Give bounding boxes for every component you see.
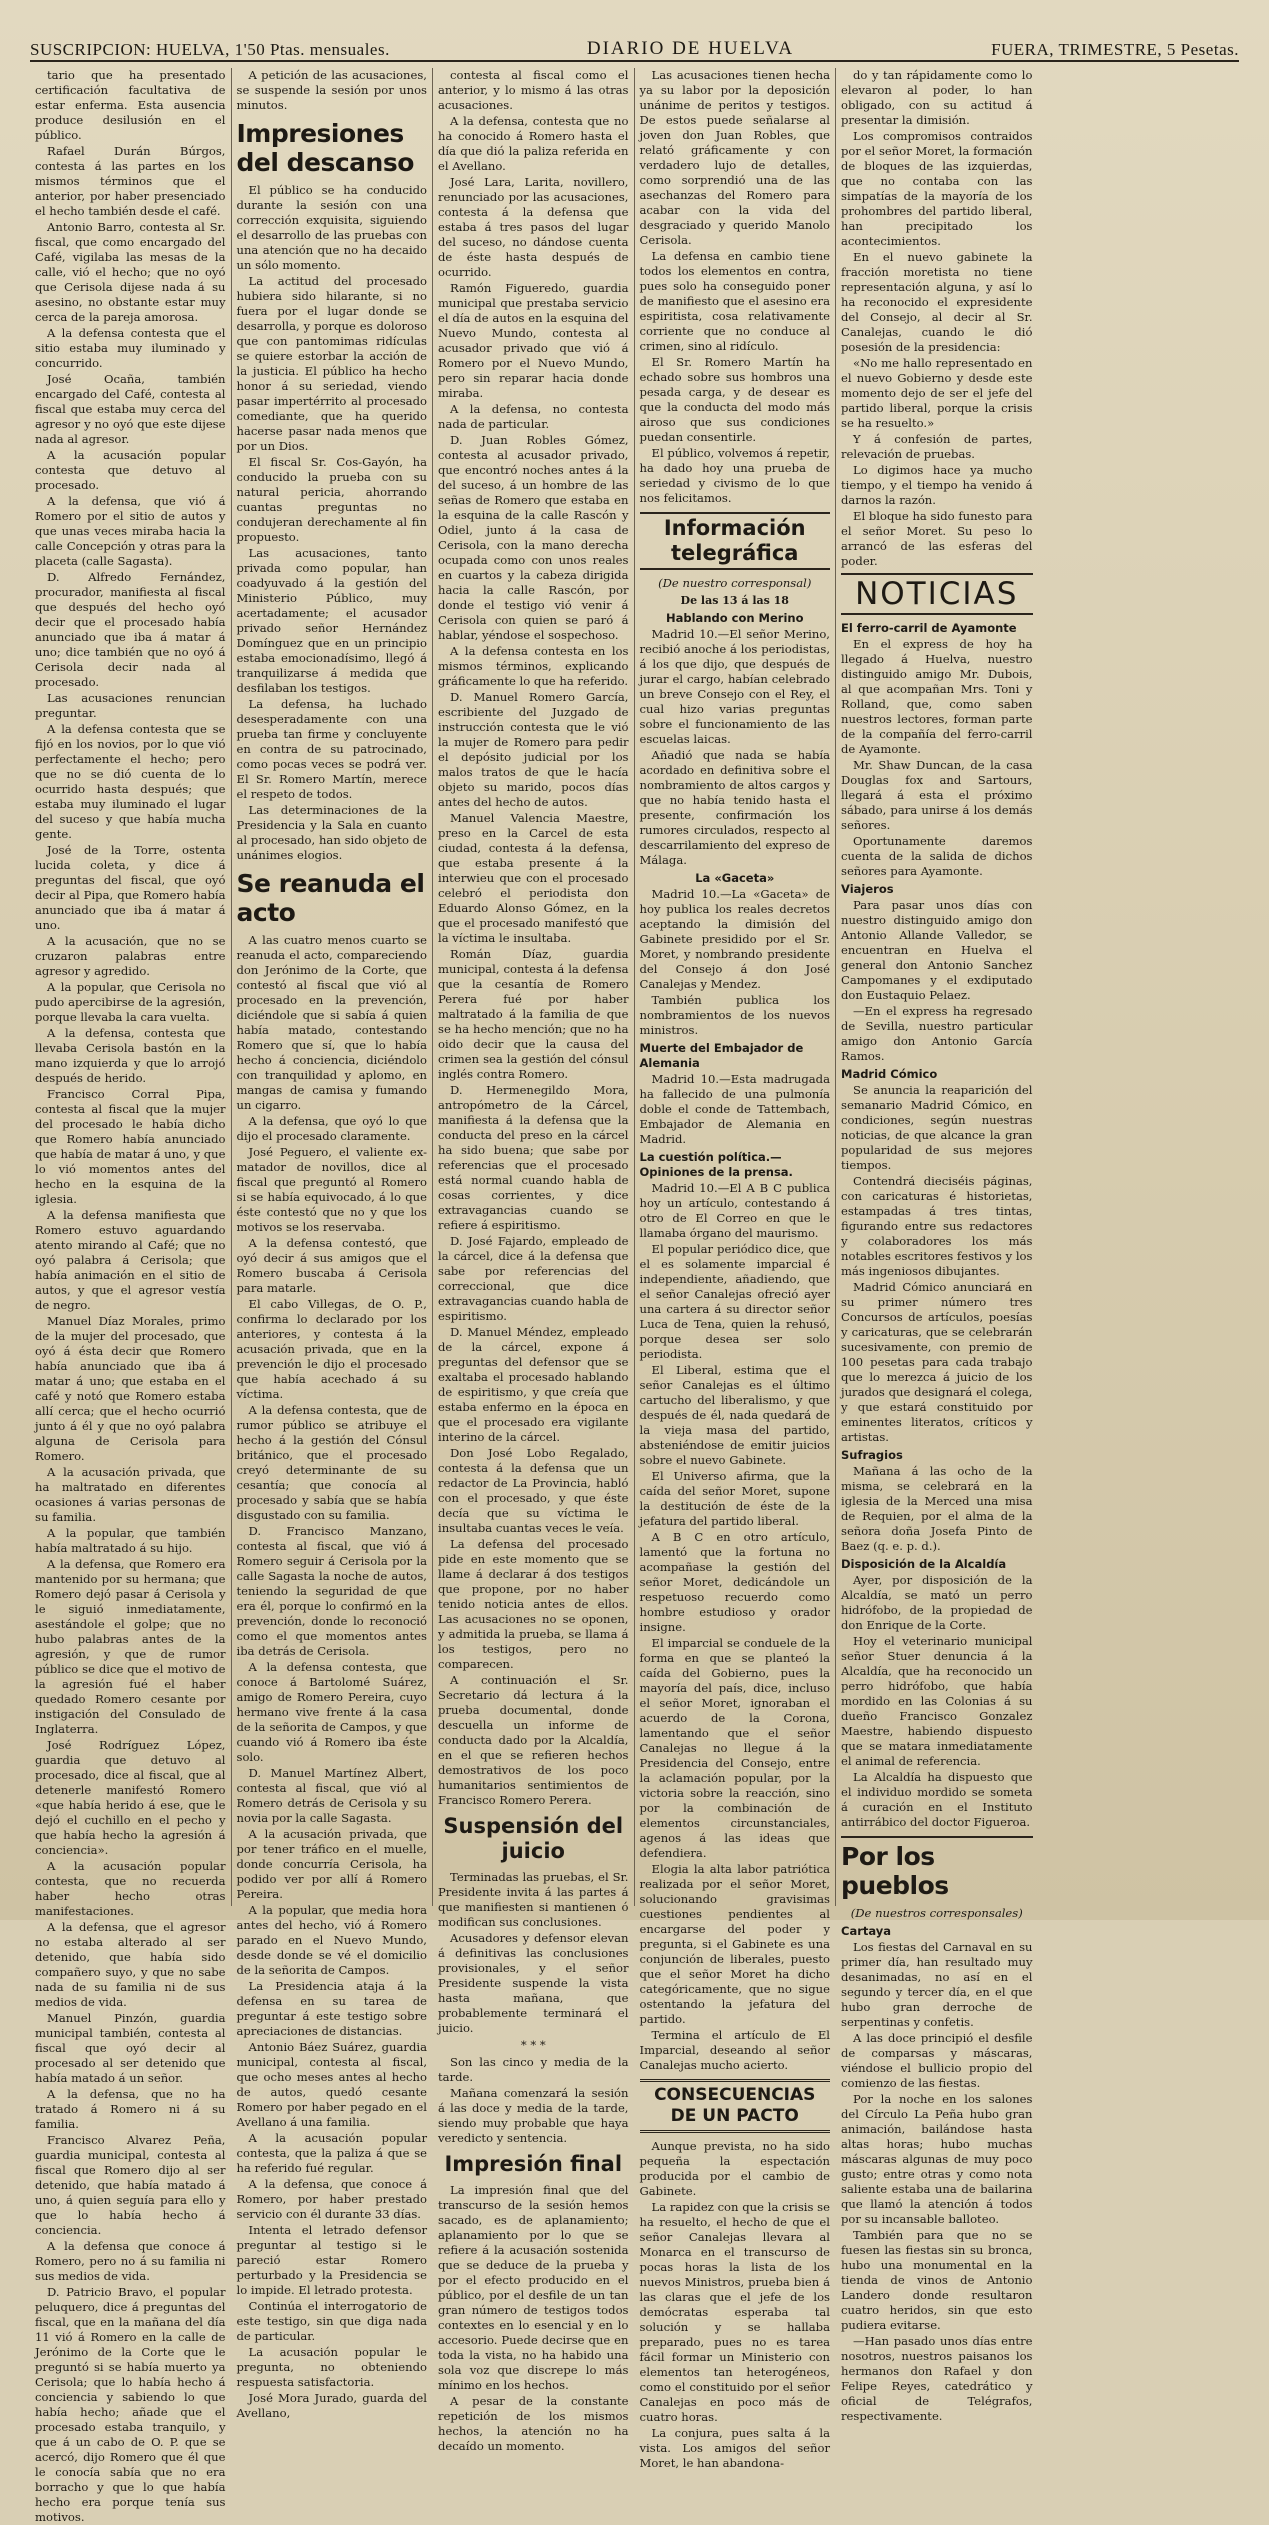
paragraph: A la defensa, que el agresor no estaba alterado al ser detenido, que había sido compañero suyo, y que no sabe nada de su familia ni de sus medios de vida. (35, 1920, 226, 2009)
paragraph: Por la noche en los salones del Círculo La Peña hubo gran animación, bailándose hasta altas horas; hubo muchas máscaras algunas de muy poco gusto; entre otras y como nota saliente estaba una de bailarina que llamó la atención á todos por su incansable balloteo. (841, 2092, 1033, 2226)
columns (30, 68, 1239, 2524)
impresion-final-body (438, 2183, 629, 2454)
paragraph: D. Manuel Romero García, escribiente del Juzgado de instrucción contesta que le vió la mujer de Romero para pedir el depósito judicial por los malos tratos de que le hacía objeto su marido, pocos días antes del hecho de autos. (438, 690, 629, 809)
paragraph: La Presidencia ataja á la defensa en su tarea de preguntar á este testigo sobre apreciaciones de distancias. (236, 1979, 427, 2038)
paragraph: Las acusaciones renuncian preguntar. (35, 691, 226, 720)
subhead-embajador: Muerte del Embajador de Alemania (639, 1041, 804, 1070)
paragraph: José de la Torre, ostenta lucida coleta, y dice á preguntas del fiscal, que oyó decir al Pipa, que Romero había anunciado que iba á matar á uno. (35, 843, 226, 932)
cartaya-body (841, 1940, 1033, 2424)
telegraph-time: De las 13 á las 18 (680, 594, 789, 607)
paragraph: tario que ha presentado certificación facultativa de estar enferma. Esta ausencia produce desilusión en el público. (35, 68, 226, 142)
sufragios-body (841, 1464, 1033, 1554)
heading-impresion-final: Impresión final (444, 2152, 623, 2176)
paragraph: A la defensa, que vió á Romero por el sitio de autos y que unas veces miraba hacia la calle Concepción y otras para la placeta (calle Sagasta). (35, 494, 226, 568)
paragraph: A la defensa, que no ha tratado á Romero ni á su familia. (35, 2087, 226, 2131)
paragraph: «No me hallo representado en el nuevo Gobierno y desde este momento dejo de ser el jefe del partido liberal, porque la crisis se ha resuelto.» (841, 356, 1033, 430)
paragraph: Lo digimos hace ya mucho tiempo, y el tiempo ha venido á darnos la razón. (841, 463, 1033, 507)
paragraph: Antonio Barro, contesta al Sr. fiscal, que como encargado del Café, vigilaba las mesas de la calle, vió el hecho; que no oyó que Cerisola dijese nada á su asesino, no obstante estar muy cerca de la pareja amorosa. (35, 220, 226, 324)
paragraph: José Rodríguez López, guardia que detuvo al procesado, dice al fiscal, que al detenerle manifestó Romero «que había herido á ese, que le dejó el cuchillo en el pecho y que había hecho la agresión á conciencia». (35, 1738, 226, 1857)
paragraph: A la defensa, contesta que no ha conocido á Romero hasta el día que dió la paliza referida en el Avellano. (438, 114, 629, 173)
paragraph: Manuel Díaz Morales, primo de la mujer del procesado, que oyó á ésta decir que Romero había anunciado que iba á matar á uno; que estaba en el café y notó que Romero estaba allí cerca; que el hecho ocurrió junto á él y que no oyó palabra alguna de Cerisola para Romero. (35, 1314, 226, 1463)
heading-impresiones: Impresiones del descanso (236, 119, 414, 177)
paragraph: A la defensa, que conoce á Romero, por haber prestado servicio con él durante 33 días. (236, 2177, 427, 2221)
paragraph: A continuación el Sr. Secretario dá lectura á la prueba documental, donde descuella un informe de conducta dado por la Alcaldía, en el que se refieren hechos demostrativos de los poco humanitarios sentimientos de Francisco Romero Perera. (438, 1673, 629, 1807)
paragraph: A la defensa, que Romero era mantenido por su hermana; que Romero dejó pasar á Cerisola y le siguió inmediatamente, asestándole el golpe; que no hubo palabras antes de la agresión, y que de rumor público se dice que el motivo de la agresión fué el haber quedado Romero cesante por instigación del Consulado de Inglaterra. (35, 1557, 226, 1736)
column-3 (433, 68, 635, 2453)
paragraph: Román Díaz, guardia municipal, contesta á la defensa que la cesantía de Romero Perera fué por haber maltratado á la familia de que se ha hecho mención; que no ha oido decir que la causa del crimen sea la gestión del cónsul inglés contra Romero. (438, 947, 629, 1081)
paragraph: Francisco Alvarez Peña, guardia municipal, contesta al fiscal que Romero dijo al ser detenido, que había matado á uno, á quien seguía para ello y que lo había hecho á conciencia. (35, 2133, 226, 2237)
paragraph: Madrid 10.—Esta madrugada ha fallecido de una pulmonía doble el conde de Tattembach, Embajador de Alemania en Madrid. (639, 1072, 830, 1146)
paragraph: La conjura, pues salta á la vista. Los amigos del señor Moret, le han abandona- (639, 2426, 830, 2470)
heading-telegrafica: Información telegráfica (640, 512, 831, 570)
paragraph: El bloque ha sido funesto para el señor Moret. Su peso lo arrancó de las esferas del poder. (841, 509, 1033, 568)
accusations-body (640, 68, 831, 506)
embajador-body (640, 1072, 831, 1147)
paragraph: D. José Fajardo, empleado de la cárcel, dice á la defensa que sabe por referencias del correccional, que dice extravagancias cuando habla de espiritismo. (438, 1234, 629, 1323)
subhead-cartaya: Cartaya (841, 1924, 892, 1938)
paragraph: José Lara, Larita, novillero, renunciado por las acusaciones, contesta á la defensa que estaba á tres pasos del lugar del suceso, no dándose cuenta de éste hasta después de ocurrido. (438, 175, 629, 279)
alcaldia-body (841, 1573, 1033, 1830)
paragraph: Los compromisos contraidos por el señor Moret, la formación de bloques de las izquierdas, que no contaba con las simpatías de la mayoría de los prohombres del partido liberal, han precipitado los acontecimientos. (841, 129, 1033, 248)
paragraph: El público se ha conducido durante la sesión con una corrección exquisita, siguiendo el desarrollo de las pruebas con una atención que no ha decaido un sólo momento. (236, 183, 427, 272)
paragraph: A la acusación popular contesta que detuvo al procesado. (35, 448, 226, 492)
paragraph: Añadió que nada se había acordado en definitiva sobre el nombramiento de altos cargos y que no había tenido hasta el presente, confirmación los rumores circulados, respecto al descarrilamiento del expreso de Málaga. (639, 748, 830, 867)
paragraph: D. Juan Robles Gómez, contesta al acusador privado, que encontró noches antes á la del suceso, á un hombre de las señas de Romero que estaba en la esquina de la calle Rascón y Odiel, junto á la casa de Cerisola, con la mano derecha ocupada como con unos reales en cuartos y la cabeza dirigida hacia la calle Rascón, por donde el testigo vió venir á Cerisola con quien se paró á hablar, yéndose el sospechoso. (438, 433, 629, 642)
paragraph: La defensa en cambio tiene todos los elementos en contra, pues solo ha conseguido poner de manifiesto que el asesino era espiritista, cosa relativamente corriente que no conduce al crimen, sino al ridículo. (639, 249, 830, 353)
paragraph: El público, volvemos á repetir, ha dado hoy una prueba de seriedad y civismo de lo que nos felicitamos. (639, 446, 830, 505)
paragraph: José Peguero, el valiente ex-matador de novillos, dice al fiscal que preguntó al Romero si se había equivocado, á lo que éste contestó que no y que los motivos se los reservaba. (236, 1145, 427, 1234)
gaceta-body (640, 887, 831, 1038)
paragraph: La actitud del procesado hubiera sido hilarante, si no fuera por el lugar donde se desarrolla, y porque es doloroso que con pantomimas ridículas se quiere estorbar la acción de la justicia. El público ha hecho honor á su seriedad, viendo pasar impertérrito al procesado comediante, que ha querido hacerse pasar nada menos que por un Dios. (236, 274, 427, 453)
paragraph: La defensa del procesado pide en este momento que se llame á declarar á dos testigos que propone, por no haber tenido noticia antes de ellos. Las acusaciones no se oponen, y admitida la prueba, se llama á los testigos, pero no comparecen. (438, 1537, 629, 1671)
prensa-body (640, 1181, 831, 2073)
subhead-viajeros: Viajeros (841, 882, 894, 896)
paragraph: La Alcaldía ha dispuesto que el individuo mordido se someta á curación en el Instituto antirrábico del doctor Figueroa. (841, 1770, 1033, 1829)
paragraph: Manuel Valencia Maestre, preso en la Carcel de esta ciudad, contesta á la defensa, que estaba presente á la interwieu que con el procesado celebró el periodista don Eduardo Alonso Gómez, en la que el procesado manifestó que la víctima le insultaba. (438, 811, 629, 945)
paragraph: Son las cinco y media de la tarde. (438, 2055, 629, 2084)
paragraph: A la defensa contesta en los mismos términos, explicando gráficamente lo que ha referido. (438, 644, 629, 688)
subhead-alcaldia: Disposición de la Alcaldía (841, 1557, 1007, 1571)
paragraph: Antonio Báez Suárez, guardia municipal, contesta al fiscal, que ocho meses antes al hecho de autos, quedó cesante Romero por haber pegado en el Avellano á una familia. (236, 2040, 427, 2129)
subhead-prensa: La cuestión política.—Opiniones de la prensa. (639, 1150, 793, 1179)
paragraph: El fiscal Sr. Cos-Gayón, ha conducido la prueba con su natural pericia, ahorrando cuantas preguntas no condujeran derechamente al fin propuesto. (236, 455, 427, 544)
session-intro: A petición de las acusaciones, se suspende la sesión por unos minutos. (236, 68, 427, 112)
paragraph: A la defensa contesta que se fijó en los novios, por lo que vió perfectamente el hecho; pero que no se dió cuenta de lo ocurrido hasta después; que estaba muy iluminado el lugar del suceso y que había mucha gente. (35, 722, 226, 841)
column-4 (635, 68, 837, 2470)
paragraph: A la popular, que también había maltratado á su hijo. (35, 1526, 226, 1555)
paragraph: Las determinaciones de la Presidencia y la Sala en cuanto al procesado, han sido objeto de unánimes elogios. (236, 803, 427, 862)
paragraph: El imparcial se conduele de la forma en que se planteó la caída del Gobierno, pues la mayoría del país, dice, incluso el señor Moret, ignoraban el acuerdo de la Corona, lamentando que el señor Canalejas no llegue á la Presidencia del Consejo, entre la aclamación popular, por la victoria sobre la reacción, sino por la combinación de elementos circunstanciales, agenos á las ideas que defendiera. (639, 1636, 830, 1860)
paragraph: La defensa, ha luchado desesperadamente con una prueba tan firme y concluyente en contra de su patrocinado, como pocas veces se podrá ver. El Sr. Romero Martín, merece el respeto de todos. (236, 697, 427, 801)
paragraph: Madrid Cómico anunciará en su primer número tres Concursos de artículos, poesías y caricaturas, que se celebrarán sucesivamente, con premio de 100 pesetas para cada trabajo que lo merezca á juicio de los jurados que designará el colega, y que estará constituido por eminentes literatos, críticos y artistas. (841, 1280, 1033, 1444)
paragraph: A la defensa contesta, que conoce á Bartolomé Suárez, amigo de Romero Pereira, cuyo hermano vive frente á la casa de la señorita de Campos, y que cuando vió á Romero iba éste solo. (236, 1660, 427, 1764)
paragraph: Madrid 10.—La «Gaceta» de hoy publica los reales decretos aceptando la dimisión del Gabinete presidido por el Sr. Moret, y nombrando presidente del Consejo á don José Canalejas y Mendez. (639, 887, 830, 991)
heading-consecuencias: CONSECUENCIAS DE UN PACTO (640, 2079, 831, 2133)
moret-body (841, 68, 1033, 569)
paragraph: A la acusación privada, que ha maltratado en diferentes ocasiones á varias personas de su familia. (35, 1465, 226, 1524)
newspaper-title: DIARIO DE HUELVA (586, 38, 795, 59)
paragraph: Oportunamente daremos cuenta de la salida de dichos señores para Ayamonte. (841, 834, 1033, 878)
paragraph: Francisco Corral Pipa, contesta al fiscal que la mujer del procesado le había dicho que Romero había anunciado que había de matar á uno, y que lo vió momentos antes del hecho en la esquina de la iglesia. (35, 1087, 226, 1206)
paragraph: A la popular, que Cerisola no pudo apercibirse de la agresión, porque llevaba la cara vuelta. (35, 980, 226, 1024)
paragraph: La acusación popular le pregunta, no obteniendo respuesta satisfactoria. (236, 2345, 427, 2389)
paragraph: A la acusación popular contesta, que no recuerda haber hecho otras manifestaciones. (35, 1859, 226, 1918)
paragraph: A la defensa, que oyó lo que dijo el procesado claramente. (236, 1114, 427, 1143)
paragraph: do y tan rápidamente como lo elevaron al poder, lo han obligado, con su actitud á presentar la dimisión. (841, 68, 1033, 127)
paragraph: A la popular, que media hora antes del hecho, vió á Romero parado en el Nuevo Mundo, desde donde se vé el domicilio de la señorita de Campos. (236, 1903, 427, 1977)
paragraph: Las acusaciones, tanto privada como popular, han coadyuvado á la gestión del Ministerio Público, muy acertadamente; el acusador privado señor Hernández Domínguez que en un principio estaba emocionadísimo, llegó á tranquilizarse á medida que desfilaban los testigos. (236, 546, 427, 695)
paragraph: D. Francisco Manzano, contesta al fiscal, que vió á Romero seguir á Cerisola por la calle Sagasta la noche de autos, teniendo la seguridad de que era él, porque lo confirmó en la prevención, donde lo reconoció como el que momentos antes iba detrás de Cerisola. (236, 1524, 427, 1658)
paragraph: Contendrá dieciséis páginas, con caricaturas é historietas, estampadas á tres tintas, figurando entre sus redactores y colaboradores los más notables escritores festivos y los más ingeniosos dibujantes. (841, 1174, 1033, 1278)
madrid-comico-body (841, 1083, 1033, 1445)
paragraph: —Han pasado unos días entre nosotros, nuestros paisanos los hermanos don Rafael y don Felipe Reyes, catedrático y oficial de Telégrafos, respectivamente. (841, 2334, 1033, 2423)
paragraph: En el nuevo gabinete la fracción moretista no tiene representación alguna, y así lo ha reconocido el expresidente del Consejo, al decir al Sr. Canalejas, cuando le dió posesión de la presidencia: (841, 250, 1033, 354)
paragraph: Aunque prevista, no ha sido pequeña la espectación producida por el cambio de Gabinete. (639, 2139, 830, 2198)
paragraph: A la acusación privada, que por tener tráfico en el muelle, donde concurría Cerisola, ha podido ver por allí á Romero Pereira. (236, 1827, 427, 1901)
paragraph: contesta al fiscal como el anterior, y lo mismo á las otras acusaciones. (438, 68, 629, 112)
paragraph: También publica los nombramientos de los nuevos ministros. (639, 993, 830, 1037)
subhead-madrid-comico: Madrid Cómico (841, 1067, 938, 1081)
paragraph: Hoy el veterinario municipal señor Stuer denuncia á la Alcaldía, que ha reconocido un perro hidrófobo, que había mordido en las Colonias á su dueño Francisco Gonzalez Maestre, habiendo dispuesto que se matara inmediatamente el animal de referencia. (841, 1634, 1033, 1768)
masthead (30, 30, 1239, 62)
paragraph: A la defensa que conoce á Romero, pero no á su familia ni sus medios de vida. (35, 2239, 226, 2283)
ferrocarril-body (841, 637, 1033, 879)
paragraph: Los fiestas del Carnaval en su primer día, han resultado muy desanimadas, no así en el segundo y tercer día, en el que hubo gran derroche de serpentinas y confetis. (841, 1940, 1033, 2029)
heading-pueblos: Por los pueblos (841, 1836, 1033, 1900)
paragraph: D. Manuel Méndez, empleado de la cárcel, expone á preguntas del defensor que se exaltaba el procesado hablando de espiritismo, y que creía que estaba enfermo en la época en que el procesado era vigilante interino de la cárcel. (438, 1325, 629, 1444)
heading-reanuda: Se reanuda el acto (236, 869, 425, 927)
paragraph: A las doce principió el desfile de comparsas y máscaras, viéndose el bullicio propio del comienzo de las fiestas. (841, 2031, 1033, 2090)
paragraph: Las acusaciones tienen hecha ya su labor por la deposición unánime de peritos y testigos. De estos puede señalarse al joven don Juan Robles, que relató gráficamente y con verdadero lujo de detalles, como sorprendió una de las asechanzas del Romero para acabar con la vida del desgraciado y querido Manolo Cerisola. (639, 68, 830, 247)
paragraph: A la defensa, contesta que llevaba Cerisola bastón en la mano izquierda y que lo arrojó después de herido. (35, 1026, 226, 1085)
paragraph: A pesar de la constante repetición de los mismos hechos, la atención no ha decaído un momento. (438, 2394, 629, 2453)
subhead-gaceta: La «Gaceta» (695, 871, 775, 885)
paragraph: Ramón Figueredo, guardia municipal que prestaba servicio el día de autos en la esquina del Nuevo Mundo, contesta al acusador privado que vió á Romero por el Nuevo Mundo, pero sin reparar hacia donde miraba. (438, 281, 629, 400)
paragraph: A la defensa contesta, que de rumor público se atribuye el hecho á la gestión del Cónsul británico, que el procesado creyó determinante de su cesantía; que conocía al procesado y sabía que se había disgustado con su familia. (236, 1403, 427, 1522)
paragraph: Mañana á las ocho de la misma, se celebrará en la iglesia de la Merced una misa de Requien, por el alma de la señora doña Josefa Pinto de Baez (q. e. p. d.). (841, 1464, 1033, 1553)
paragraph: D. Patricio Bravo, el popular peluquero, dice á preguntas del fiscal, que en la mañana del día 11 vió á Romero en la calle de Jerónimo de la Corte que le preguntó si se había muerto ya Cerisola; que lo había hecho á conciencia y sabiendo lo que había hecho; añade que el procesado estaba tranquilo, y que á un cabo de O. P. que se acercó, dijo Romero que él que le conocía sabía que no era borracho y que lo que había hecho era porque tenía sus motivos. (35, 2285, 226, 2524)
paragraph: El popular periódico dice, que el es solamente imparcial é independiente, añadiendo, que el señor Canalejas ofreció ayer una cartera á su director señor Luca de Tena, quien la rehusó, porque desea ser solo periodista. (639, 1242, 830, 1361)
paragraph: A la defensa, no contesta nada de particular. (438, 402, 629, 431)
paragraph: Terminadas las pruebas, el Sr. Presidente invita á las partes á que manifiesten si mantienen ó modifican sus conclusiones. (438, 1870, 629, 1929)
paragraph: El cabo Villegas, de O. P., confirma lo declarado por los anteriores, y contesta á la acusación privada, que en la prevención le dijo el procesado que había acechado á su víctima. (236, 1297, 427, 1401)
paragraph: Elogia la alta labor patriótica realizada por el señor Moret, solucionando gravisimas cuestiones pendientes al encargarse del poder y pregunta, si el Gabinete es una conjunción de liberales, puesto que el señor Moret ha dicho categóricamente, que no sigue ostentando la jefatura del partido. (639, 1862, 830, 2026)
paragraph: Rafael Durán Búrgos, contesta á las partes en los mismos términos que el anterior, por haber presenciado el hecho también desde el café. (35, 144, 226, 218)
time-body (438, 2055, 629, 2146)
paragraph: José Mora Jurado, guarda del Avellano, (236, 2391, 427, 2420)
paragraph: Don José Lobo Regalado, contesta á la defensa que un redactor de La Provincia, habló con el procesado, y que éste decía que su víctima le insultaba cuantas veces le veía. (438, 1446, 629, 1535)
paragraph: Continúa el interrogatorio de este testigo, sin que diga nada de particular. (236, 2299, 427, 2343)
subscription-local: SUSCRIPCION: HUELVA, 1'50 Ptas. mensuales. (30, 40, 390, 59)
paragraph: José Ocaña, también encargado del Café, contesta al fiscal que estaba muy cerca del agresor y no oyó que este dijese nada al agresor. (35, 372, 226, 446)
paragraph: Acusadores y defensor elevan á definitivas las conclusiones provisionales, y el señor Presidente suspende la vista hasta mañana, que probablemente terminará el juicio. (438, 1931, 629, 2035)
paragraph: Termina el artículo de El Imparcial, deseando al señor Canalejas mucho acierto. (639, 2028, 830, 2072)
paragraph: El Liberal, estima que el señor Canalejas es el último cartucho del liberalismo, y que después de él, nada quedará de la vieja masa del partido, absteniéndose de emitir juicios sobre el nuevo Gabinete. (639, 1363, 830, 1467)
subhead-ferrocarril: El ferro-carril de Ayamonte (841, 621, 1017, 635)
paragraph: D. Manuel Martínez Albert, contesta al fiscal, que vió al Romero detrás de Cerisola y su novia por la calle Sagasta. (236, 1766, 427, 1825)
heading-suspension: Suspensión del juicio (443, 1814, 624, 1863)
paragraph: A la acusación, que no se cruzaron palabras entre agresor y agredido. (35, 934, 226, 978)
suspension-body (438, 1870, 629, 2036)
paragraph: Intenta el letrado defensor preguntar al testigo si le pareció estar Romero perturbado y la Presidencia se lo impide. El letrado protesta. (236, 2223, 427, 2297)
paragraph: D. Hermenegildo Mora, antropómetro de la Cárcel, manifiesta á la defensa que la conducta del preso en la cárcel ha sido buena; que sabe por referencias que el procesado está normal cuando habla de cosas corrientes, y dice extravagancias cuando se refiere á espiritismo. (438, 1083, 629, 1232)
subscription-outside: FUERA, TRIMESTRE, 5 Pesetas. (991, 40, 1239, 59)
paragraph: —En el express ha regresado de Sevilla, nuestro particular amigo don Antonio García Ramos. (841, 1004, 1033, 1063)
paragraph: El Universo afirma, que la caída del señor Moret, supone la destitución de éste de la jefatura del partido liberal. (639, 1469, 830, 1528)
paragraph: También para que no se fuesen las fiestas sin su bronca, hubo una monumental en la tienda de vinos de Antonio Landero donde resultaron cuatro heridos, sin que esto pudiera evitarse. (841, 2228, 1033, 2332)
paragraph: A la defensa contesta que el sitio estaba muy iluminado y concurrido. (35, 326, 226, 370)
consecuencias-body (640, 2139, 831, 2471)
subhead-sufragios: Sufragios (841, 1448, 903, 1462)
column-2 (232, 68, 434, 2420)
merino-body (640, 627, 831, 868)
reanuda-body (237, 933, 428, 2421)
telegraph-subtitle: (De nuestro corresponsal) (658, 576, 812, 590)
paragraph: Mr. Shaw Duncan, de la casa Douglas fox and Sartours, llegará á esta el próximo sábado, para unirse á los demás señores. (841, 758, 1033, 832)
column-5 (836, 68, 1038, 2423)
paragraph: Madrid 10.—El señor Merino, recibió anoche á los periodistas, á los que dijo, que después de jurar el cargo, habían celebrado un breve Consejo con el Rey, el cual hizo varias preguntas sobre el funcionamiento de las escuelas laicas. (639, 627, 830, 746)
testimony-body (438, 68, 629, 1808)
paragraph: En el express de hoy ha llegado á Huelva, nuestro distinguido amigo Mr. Dubois, al que acompañan Mrs. Toni y Rolland, que, como saben nuestros lectores, forman parte de la compañía del ferro-carril de Ayamonte. (841, 637, 1033, 756)
paragraph: La rapidez con que la crisis se ha resuelto, el hecho de que el señor Canalejas llevara al Monarca en el transcurso de pocas horas la lista de los nuevos Ministros, prueba bien á las claras que el jefe de los demócratas esperaba tal solución y se hallaba preparado, pues no es tarea fácil formar un Ministerio con elementos tan heterogéneos, como el constituido por el señor Canalejas en poco más de cuatro horas. (639, 2200, 830, 2424)
paragraph: Madrid 10.—El A B C publica hoy un artículo, contestando á otro de El Correo en que le llamaba órgano del maurismo. (639, 1181, 830, 1240)
viajeros-body (841, 898, 1033, 1064)
paragraph: Y á confesión de partes, relevación de pruebas. (841, 432, 1033, 461)
paragraph: A la defensa contestó, que oyó decir á sus amigos que el Romero buscaba á Cerisola para matarle. (236, 1236, 427, 1295)
impresiones-body (237, 183, 428, 863)
paragraph: Se anuncia la reaparición del semanario Madrid Cómico, en condiciones, según nuestras noticias, de que alcance la gran popularidad de sus mejores tiempos. (841, 1083, 1033, 1172)
paragraph: A las cuatro menos cuarto se reanuda el acto, compareciendo don Jerónimo de la Corte, que contestó al fiscal que vió al procesado en la prevención, diciéndole que si sabía á quien había matado, contestando Romero que sí, que lo había hecho á conciencia, diciéndolo con tranquilidad y aplomo, en mangas de camisa y fumando un cigarro. (236, 933, 427, 1112)
separator-stars: * * * (520, 2038, 546, 2052)
paragraph: A B C en otro artículo, lamentó que la fortuna no acompañase la gestión del señor Moret, dedicándole un respetuoso recuerdo como hombre estudioso y orador insigne. (639, 1530, 830, 1634)
paragraph: A la acusación popular contesta, que la paliza á que se ha referido fué regular. (236, 2131, 427, 2175)
column-1 (30, 68, 232, 2524)
subhead-merino: Hablando con Merino (666, 611, 804, 625)
paragraph: A la defensa manifiesta que Romero estuvo aguardando atento mirando al Café; que no oyó palabra á Cerisola; que había animación en el sitio de autos, y que el agresor vestía de negro. (35, 1208, 226, 1312)
paragraph: Para pasar unos días con nuestro distinguido amigo don Antonio Allande Valledor, se encuentran en Huelva el general don Antonio Sanchez Campomanes y el exdiputado don Eustaquio Pelaez. (841, 898, 1033, 1002)
paragraph: Manuel Pinzón, guardia municipal también, contesta al fiscal que oyó decir al procesado al ser detenido que había matado á un señor. (35, 2011, 226, 2085)
pueblos-subtitle: (De nuestros corresponsales) (850, 1906, 1023, 1920)
paragraph: El Sr. Romero Martín ha echado sobre sus hombros una pesada carga, y de desear es que la conducta del modo más airoso que sus condiciones puedan consentirle. (639, 355, 830, 444)
paragraph: La impresión final que del transcurso de la sesión hemos sacado, es de aplanamiento; aplanamiento por lo que se refiere á la acusación sostenida que se deduce de la prueba y por el efecto producido en el público, por el desfile de un tan gran número de testigos todos contextes en lo esencial y en lo accesorio. Puede decirse que en toda la vista, no ha habido una sola voz que discrepe lo más mínimo en los hechos. (438, 2183, 629, 2392)
paragraph: Ayer, por disposición de la Alcaldía, se mató un perro hidrófobo, de la propiedad de don Enrique de la Corte. (841, 1573, 1033, 1632)
heading-noticias: NOTICIAS (841, 573, 1033, 615)
paragraph: D. Alfredo Fernández, procurador, manifiesta al fiscal que después del hecho oyó decir que el procesado había anunciado que iba á matar á uno; dice también que no oyó á Cerisola decir nada al procesado. (35, 570, 226, 689)
paragraph: Mañana comenzará la sesión á las doce y media de la tarde, siendo muy probable que haya veredicto y sentencia. (438, 2086, 629, 2145)
